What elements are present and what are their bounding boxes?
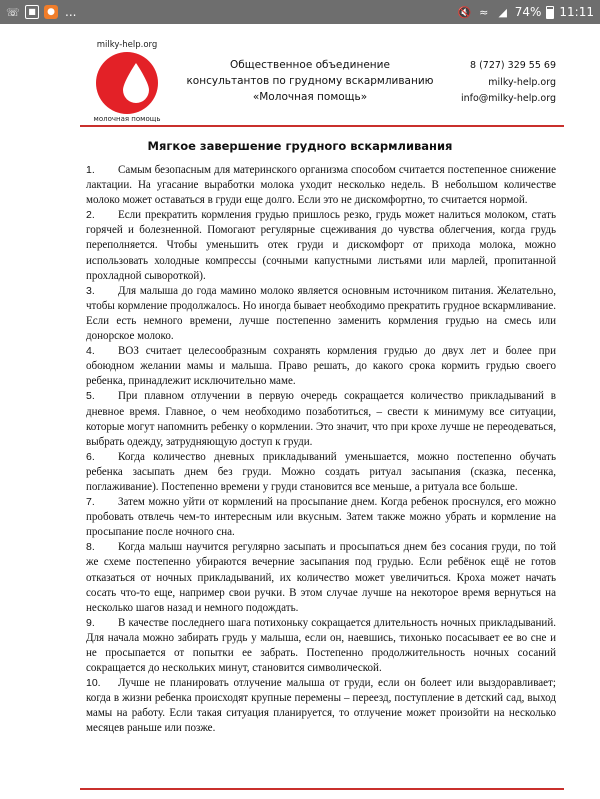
email-link[interactable]: info@milky-help.org	[460, 93, 556, 104]
clock: 11:11	[559, 5, 594, 19]
paragraph	[86, 163, 556, 208]
document-title: Мягкое завершение грудного вскармливания	[147, 139, 453, 153]
contacts	[461, 58, 556, 108]
status-bar	[0, 0, 600, 24]
paragraph-number: 6.	[86, 450, 95, 463]
paragraph-number: 1.	[86, 164, 95, 176]
battery-percent: 74%	[514, 5, 542, 19]
paragraph	[86, 208, 556, 283]
org-line-3: «Молочная помощь»	[252, 91, 368, 103]
organization-name	[175, 57, 445, 105]
paragraph-number: 8.	[86, 541, 95, 554]
paragraph-text: Лучше не планировать отлучение малыша от груди, если он болеет или выздоравливает; когда в жизни ребенка происходят крупные перемены – переезд, поступление в детский сад, выход мамы на работу. Если такая ситуация планируется, то отлучение может произойти на несколько месяцев раньше или позже.	[86, 677, 556, 735]
signal-icon: ◢	[498, 5, 507, 19]
document-body	[86, 163, 556, 737]
more-notifications: ...	[65, 5, 77, 19]
paragraph-text: В качестве последнего шага потихоньку сокращается длительность ночных прикладываний. Для начала можно забирать грудь у малыша, если он, наевшись, тихонько посасывает ее во сне и не просыпается от попытки ее забрать. Постепенно продолжительность ночных сосаний сокращается до нескольких минут, становится символической.	[86, 616, 556, 675]
paragraph-text: Когда малыш научится регулярно засыпать и просыпаться днем без сосания груди, по той же схеме постепенно убираются вечерние засыпания под грудью. Если ребёнок ещё не готов отказаться от ночных прикладываний, их количество может увеличиться. Кроха может начать сосать что-то еще, например свои ручки. В этом случае лучше на некоторое время вернуться на несколько шагов назад и немного подождать.	[86, 541, 556, 614]
app-icon: ●	[44, 5, 58, 19]
paragraph	[86, 676, 556, 736]
paragraph-number: 7.	[86, 496, 95, 509]
paragraph-number: 5.	[86, 390, 95, 403]
mute-icon: 🔇	[457, 5, 472, 19]
paragraph-text: Когда количество дневных прикладываний уменьшается, можно постепенно обучать ребенка засыпать днем без груди. Можно создать ритуал засыпания (сказка, песенка, поглаживание). Постепенно времени у груди становится все меньше, а ритуала все больше.	[86, 450, 556, 493]
milk-drop-icon	[120, 62, 152, 104]
org-line-2: консультантов по грудному вскармливанию	[186, 75, 434, 87]
shield-icon: ■	[25, 5, 39, 19]
whatsapp-icon: ☏	[6, 5, 20, 19]
paragraph-number: 9.	[86, 616, 95, 629]
logo-site-text: milky-help.org	[96, 40, 158, 50]
paragraph-text: ВОЗ считает целесообразным сохранять кормления грудью до двух лет и более при обоюдном желании мамы и малыша. Право решать, до какого срока кормить грудью своего ребенка, принадлежит исключительно маме.	[86, 345, 556, 388]
header-divider	[80, 125, 564, 127]
paragraph-text: Если прекратить кормления грудью пришлось резко, грудь может налиться молоком, стать горячей и болезненной. Помогают регулярные сцеживания до чувства облегчения, когда грудь переполняется. Чтобы уменьшить отек груди и дискомфорт от прихода молока, можно использовать холодные компрессы (сочными капустными листьями или марлей, пропитанной прохладной сывороткой).	[86, 209, 556, 282]
paragraph-text: При плавном отлучении в первую очередь сокращается количество прикладываний в дневное время. Главное, о чем необходимо позаботиться, – свести к минимуму все ситуации, которые могут напомнить ребенку о кормлении. Это значит, что при крохе лучше не переодеваться, выбрать одежду, затрудняющую доступ к груди.	[86, 390, 556, 448]
paragraph-number: 4.	[86, 345, 95, 358]
paragraph	[86, 450, 556, 495]
paragraph-text: Самым безопасным для материнского организма способом считается постепенное снижение лактации. На угасание выработки молока уходит несколько недель. В небольшом количестве молоко может оставаться в груди еще долго. Если это не дискомфортно, то считается нормой.	[86, 164, 556, 207]
battery-icon	[546, 6, 554, 19]
paragraph	[86, 540, 556, 615]
website-link[interactable]: milky-help.org	[488, 76, 556, 88]
phone-number: 8 (727) 329 55 69	[470, 60, 556, 71]
org-line-1: Общественное объединение	[230, 59, 390, 71]
footer-divider	[80, 788, 564, 790]
wifi-icon: ≈	[479, 5, 489, 19]
notification-icons	[6, 5, 76, 19]
paragraph-number: 3.	[86, 284, 95, 297]
paragraph-text: Для малыша до года мамино молоко является основным источником питания. Желательно, чтобы кормление продолжалось. Но иногда бывает необходимо прекратить грудное вскармливание. Если есть немного времени, лучше постепенно заменить кормления грудью на смесь или донорское молоко.	[86, 284, 556, 343]
logo-caption: молочная помощь	[93, 115, 161, 123]
system-status	[458, 5, 594, 19]
paragraph-text: Затем можно уйти от кормлений на просыпание днем. Когда ребенок проснулся, его можно пробовать отвлечь чем-то интересным или вкусным. Затем также можно убрать и кормление на просыпание после ночного сна.	[86, 496, 556, 539]
logo	[86, 40, 168, 126]
paragraph-number: 10.	[86, 677, 101, 690]
paragraph	[86, 284, 556, 344]
paragraph-number: 2.	[86, 209, 95, 222]
logo-circle	[96, 52, 158, 114]
paragraph	[86, 616, 556, 676]
paragraph	[86, 344, 556, 389]
paragraph	[86, 495, 556, 540]
paragraph	[86, 389, 556, 449]
